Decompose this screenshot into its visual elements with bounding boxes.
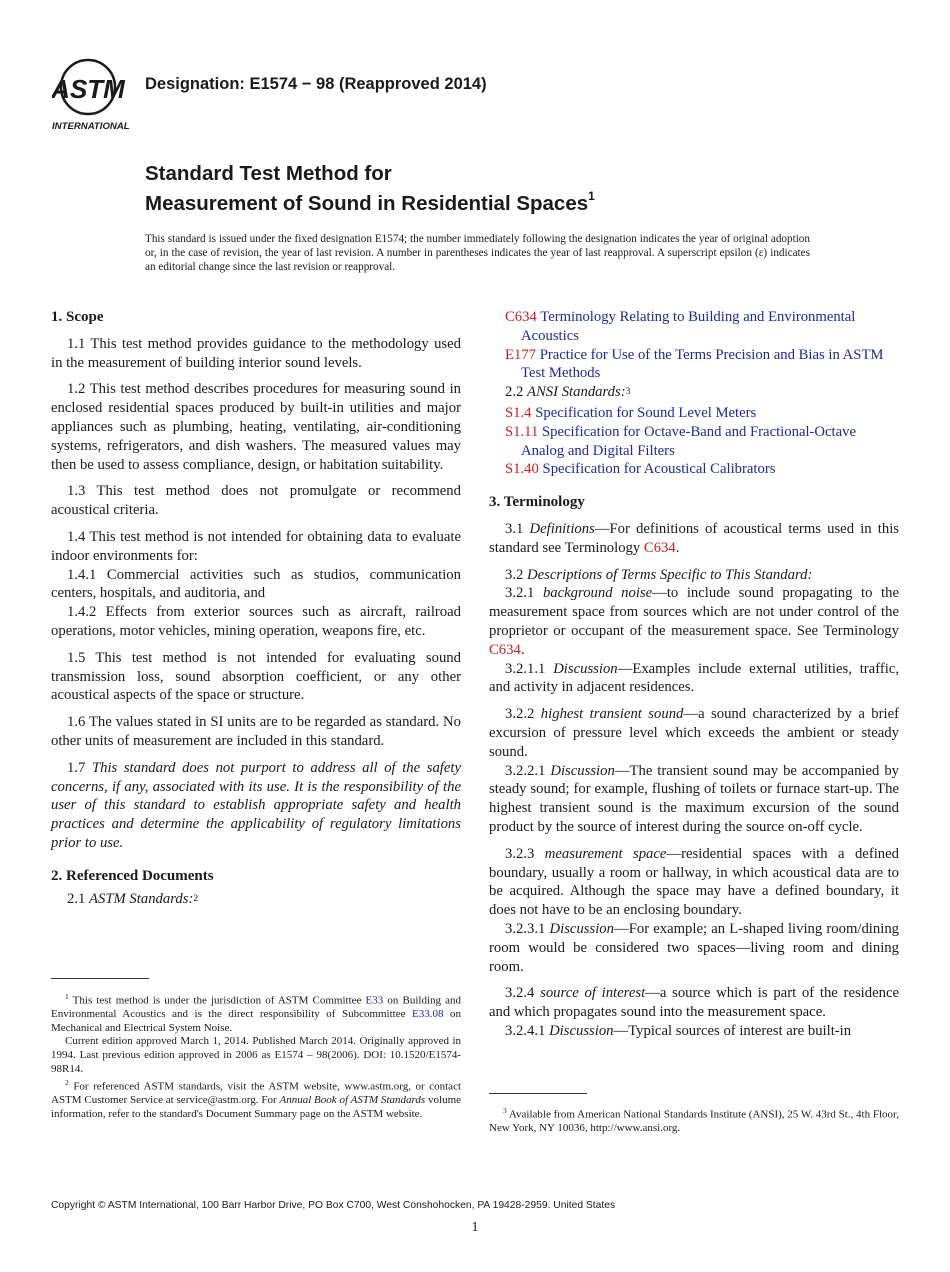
section-2-1: 2.1 ASTM Standards:$^2$ <box>67 890 199 907</box>
scope-heading: 1. Scope <box>51 309 104 325</box>
intro-note: This standard is issued under the fixed designation E1574; the number immediately following the designation indicates the year of original adoption or, in the case of revision, the year of last revision. A number in parentheses indicates the year of last reapproval. A superscript epsilon (ε) indicates an editorial change since the last revision or reapproval. <box>145 233 810 273</box>
referenced-documents-heading: 2. Referenced Documents <box>51 867 214 884</box>
ref-c634[interactable]: C634 Terminology Relating to Building and Environmental Acoustics <box>505 309 856 344</box>
section-1-7: 1.7 This standard does not purport to address all of the safety concerns, if any, associated with its use. It is the responsibility of the user of this standard to establish appropriate safety and health practices and determine the applicability of regulatory limitations prior to use. <box>51 759 461 851</box>
e33-link[interactable]: E33 <box>365 994 384 1007</box>
ref-s1-4[interactable]: S1.4 Specification for Sound Level Meters <box>505 404 757 421</box>
logo-initials: ASTM <box>52 74 125 104</box>
designation: Designation: E1574 − 98 (Reapproved 2014) <box>145 75 487 93</box>
section-1-3: 1.3 This test method does not promulgate or recommend acoustical criteria. <box>51 483 461 519</box>
section-1-4: 1.4 This test method is not intended for obtaining data to evaluate indoor environments for: <box>51 528 461 564</box>
title-line-1: Standard Test Method for <box>145 162 392 185</box>
copyright-line: Copyright © ASTM International, 100 Barr Harbor Drive, PO Box C700, West Conshohocken, PA 19428-2959. United States <box>51 1200 616 1211</box>
section-1-1: 1.1 This test method provides guidance to the methodology used in the measurement of building interior sound levels. <box>51 335 461 371</box>
section-1-4-2: 1.4.2 Effects from exterior sources such as aircraft, railroad operations, motor vehicles, mining operation, weapons fire, etc. <box>51 604 461 639</box>
c634-link[interactable]: C634 <box>643 539 676 556</box>
page-number: 1 <box>471 1220 479 1235</box>
terminology-heading: 3. Terminology <box>489 494 585 511</box>
footnotes-left <box>51 990 461 1122</box>
footnote-1-edition: Current edition approved March 1, 2014. Published March 2014. Originally approved in 1994. Last previous edition approved in 2006 as E1574 – 98(2006). DOI: 10.1520/E1574-98R14. <box>51 1035 461 1075</box>
c634-link-2[interactable]: C634 <box>489 641 521 658</box>
section-1-6: 1.6 The values stated in SI units are to be regarded as standard. No other units of measurement are included in this standard. <box>51 714 461 749</box>
page-title <box>145 162 595 216</box>
ref-s1-40[interactable]: S1.40 Specification for Acoustical Calibrators <box>505 461 776 478</box>
section-2-2: 2.2 ANSI Standards:$^3$ <box>505 384 631 401</box>
section-1-2: 1.2 This test method describes procedures for measuring sound in enclosed residential spaces produced by built-in utilities and major appliances such as plumbing, heating, ventilating, air-conditioning systems, refrigerators, and dish washers. The measured values may then be used to assess compliance, design, or habitation suitability. <box>51 381 461 473</box>
footnote-rule-right <box>489 1093 587 1094</box>
section-3-2: 3.2 Descriptions of Terms Specific to This Standard: <box>505 566 813 583</box>
footnote-2: $^2$ For referenced ASTM standards, visit the ASTM website, www.astm.org, or contact ASTM Customer Service at service@astm.org. For Annual Book of ASTM Standards volume information, refer to the standard's Document Summary page on the ASTM website. <box>51 1078 462 1121</box>
left-column <box>51 308 461 910</box>
section-1-5: 1.5 This test method is not intended for evaluating sound transmission loss, sound absorption coefficient, or any other acoustical aspects of the space or structure. <box>51 649 461 704</box>
section-3-2-1-1: 3.2.1.1 Discussion—Examples include external utilities, traffic, and activity in adjacent residences. <box>489 660 899 696</box>
section-3-2-3: 3.2.3 measurement space—residential spaces with a defined boundary, usually a room or hallway, in which acoustical data are to be acquired. Although the space may have a defined boundary, it does not have to be an enclosing boundary. <box>489 845 899 919</box>
section-3-1: 3.1 Definitions—For definitions of acoustical terms used in this standard see Terminology C634. <box>489 520 900 556</box>
section-3-2-1: 3.2.1 background noise—to include sound propagating to the measurement space from sources which are not under control of the proprietor or occupant of the measurement space. See Terminology C634. <box>489 585 899 658</box>
footnote-1: $^1$ This test method is under the jurisdiction of ASTM Committee E33 on Building and Environmental Acoustics and is the direct responsibility of Subcommittee E33.08 on Mechanical and Electrical System Noise. <box>51 992 462 1034</box>
section-3-2-4: 3.2.4 source of interest—a source which is part of the residence and which propagates sound into the measurement space. <box>489 985 900 1021</box>
ref-e177[interactable]: E177 Practice for Use of the Terms Precision and Bias in ASTM Test Methods <box>505 346 884 382</box>
section-3-2-3-1: 3.2.3.1 Discussion—For example; an L-shaped living room/dining room would be considered two spaces—living room and dining room. <box>489 920 900 975</box>
footnote-rule-left <box>51 978 149 979</box>
footnote-3: $^3$ Available from American National Standards Institute (ANSI), 25 W. 43rd St., 4th Floor, New York, NY 10036, http://www.ansi.org. <box>489 1106 900 1135</box>
section-3-2-2-1: 3.2.2.1 Discussion—The transient sound may be accompanied by steady sound; for example, flushing of toilets or furnace start-up. The highest transient sound is the maximum excursion of the sound product by the source of interest during the source on-off cycle. <box>489 762 900 835</box>
ref-s1-11[interactable]: S1.11 Specification for Octave-Band and Fractional-Octave Analog and Digital Filters <box>505 423 857 459</box>
section-3-2-2: 3.2.2 highest transient sound—a sound characterized by a brief excursion of pressure level which exceeds the ambient or steady sound. <box>489 706 899 760</box>
footnotes-right <box>489 1104 899 1136</box>
right-column <box>489 308 899 1041</box>
section-1-4-1: 1.4.1 Commercial activities such as studios, communication centers, hospitals, and auditoria, and <box>51 566 461 602</box>
e33-08-link[interactable]: E33.08 <box>412 1008 444 1021</box>
section-3-2-4-1: 3.2.4.1 Discussion—Typical sources of interest are built-in <box>505 1022 852 1039</box>
logo-wordmark: INTERNATIONAL <box>52 121 130 132</box>
title-footnote-ref: 1 <box>588 189 595 203</box>
astm-logo <box>52 56 136 132</box>
title-line-2: Measurement of Sound in Residential Spaces$^1$ <box>145 189 595 215</box>
